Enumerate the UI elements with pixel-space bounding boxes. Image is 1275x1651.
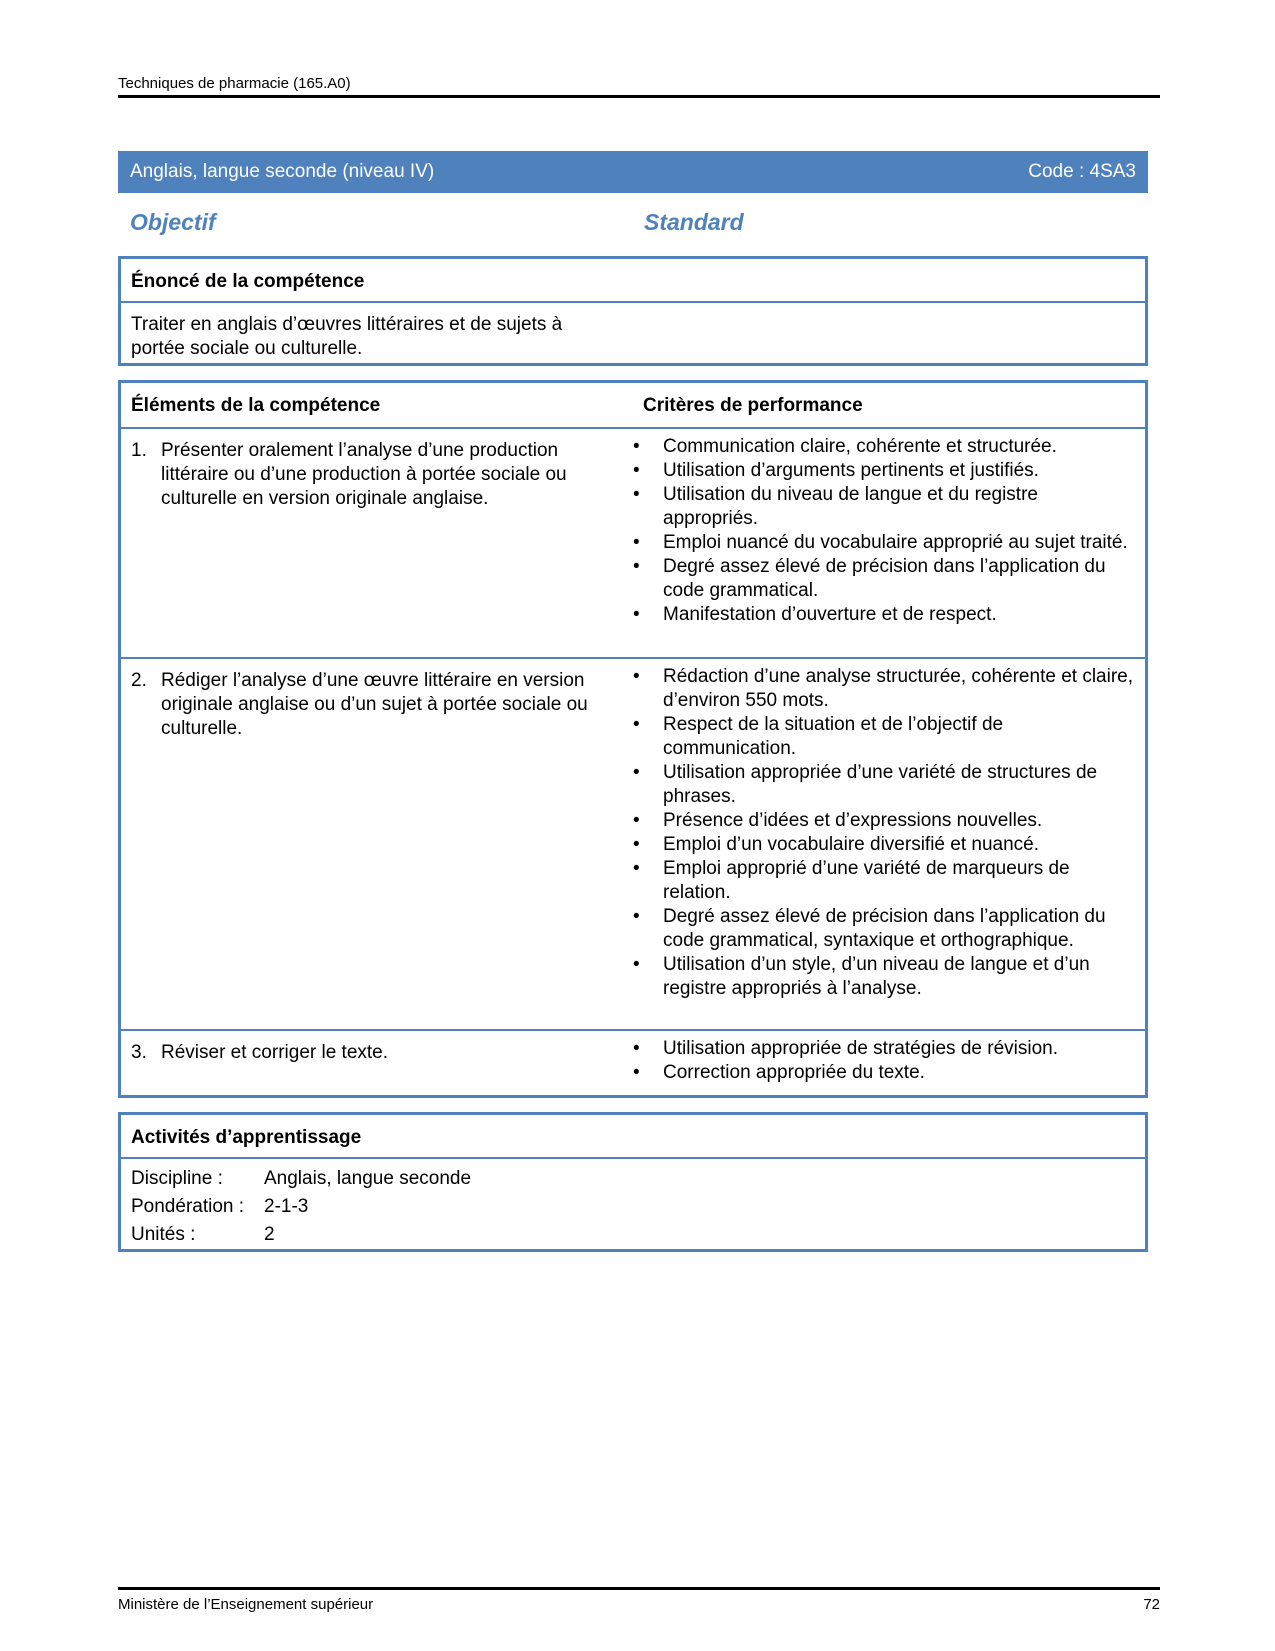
criteria-cell: [633, 1031, 1145, 1089]
unites-row: [131, 1221, 1135, 1249]
criterion-text: Emploi d’un vocabulaire diversifié et nuancé.: [663, 834, 1039, 855]
element-number: 3.: [131, 1042, 147, 1063]
unites-value: 2: [264, 1224, 275, 1245]
element-text: Rédiger l’analyse d’une œuvre littéraire en version originale anglaise ou d’un sujet à portée sociale ou culturelle.: [161, 670, 588, 739]
elements-table: [118, 380, 1148, 1098]
bullet-icon: •: [633, 604, 640, 625]
bullet-icon: •: [633, 810, 640, 831]
criterion-text: Communication claire, cohérente et structurée.: [663, 436, 1057, 457]
criterion-text: Emploi nuancé du vocabulaire approprié au sujet traité.: [663, 532, 1128, 553]
element-text: Présenter oralement l’analyse d’une production littéraire ou d’une production à portée sociale ou culturelle en version originale anglaise.: [161, 440, 567, 509]
element-number: 1.: [131, 440, 147, 461]
criterion-item: [633, 531, 1135, 555]
section-headings: [130, 209, 1130, 236]
table-row: [121, 659, 1145, 1031]
unites-label: Unités :: [131, 1224, 196, 1245]
table-row: [121, 429, 1145, 659]
criterion-item: [633, 857, 1135, 905]
criterion-text: Emploi approprié d’une variété de marqueurs de relation.: [663, 858, 1070, 903]
criterion-item: [633, 435, 1135, 459]
criterion-text: Présence d’idées et d’expressions nouvelles.: [663, 810, 1043, 831]
table-row: [121, 1031, 1145, 1089]
elements-header: Éléments de la compétence: [131, 395, 381, 416]
bullet-icon: •: [633, 484, 640, 505]
criterion-item: [633, 761, 1135, 809]
bullet-icon: •: [633, 858, 640, 879]
course-title-bar: [118, 151, 1148, 193]
criterion-text: Utilisation appropriée de stratégies de révision.: [663, 1038, 1058, 1059]
bullet-icon: •: [633, 834, 640, 855]
criterion-item: [633, 665, 1135, 713]
activites-body: [121, 1159, 1145, 1259]
bullet-icon: •: [633, 666, 640, 687]
bullet-icon: •: [633, 556, 640, 577]
criterion-text: Utilisation d’un style, d’un niveau de langue et d’un registre appropriés à l’analyse.: [663, 954, 1090, 999]
element-cell: [121, 429, 633, 657]
criterion-item: [633, 459, 1135, 483]
criterion-text: Correction appropriée du texte.: [663, 1062, 925, 1083]
page-header-program: Techniques de pharmacie (165.A0): [118, 75, 351, 92]
bullet-icon: •: [633, 460, 640, 481]
course-title: Anglais, langue seconde (niveau IV): [130, 161, 435, 182]
criteria-cell: [633, 659, 1145, 1029]
criterion-item: [633, 833, 1135, 857]
course-code: Code : 4SA3: [1028, 161, 1136, 182]
criterion-text: Utilisation du niveau de langue et du registre appropriés.: [663, 484, 1038, 529]
footer-rule: [118, 1587, 1160, 1590]
discipline-row: [131, 1165, 1135, 1193]
bullet-icon: •: [633, 1038, 640, 1059]
criterion-text: Utilisation appropriée d’une variété de structures de phrases.: [663, 762, 1098, 807]
page-footer: [118, 1596, 1160, 1613]
criterion-text: Manifestation d’ouverture et de respect.: [663, 604, 997, 625]
criterion-item: [633, 713, 1135, 761]
criterion-item: [633, 603, 1135, 627]
elements-table-header: [121, 383, 1145, 429]
standard-heading: Standard: [644, 209, 744, 235]
element-cell: [121, 659, 633, 1029]
footer-ministry: Ministère de l’Enseignement supérieur: [118, 1596, 374, 1613]
bullet-icon: •: [633, 1062, 640, 1083]
criterion-item: [633, 905, 1135, 953]
activites-box: [118, 1112, 1148, 1252]
bullet-icon: •: [633, 762, 640, 783]
bullet-icon: •: [633, 954, 640, 975]
criterion-text: Rédaction d’une analyse structurée, cohérente et claire, d’environ 550 mots.: [663, 666, 1133, 711]
criterion-text: Degré assez élevé de précision dans l’application du code grammatical.: [663, 556, 1106, 601]
ponderation-label: Pondération :: [131, 1196, 245, 1217]
criterion-item: [633, 809, 1135, 833]
discipline-value: Anglais, langue seconde: [264, 1168, 472, 1189]
discipline-label: Discipline :: [131, 1168, 223, 1189]
element-cell: [121, 1031, 633, 1089]
criterion-item: [633, 953, 1135, 1001]
bullet-icon: •: [633, 436, 640, 457]
enonce-title: Énoncé de la compétence: [121, 259, 1145, 303]
bullet-icon: •: [633, 714, 640, 735]
criterion-text: Degré assez élevé de précision dans l’application du code grammatical, syntaxique et orthographique.: [663, 906, 1106, 951]
page-number: 72: [1143, 1596, 1160, 1613]
activites-title: Activités d’apprentissage: [121, 1115, 1145, 1159]
criterion-item: [633, 483, 1135, 531]
criterion-item: [633, 1037, 1135, 1061]
element-number: 2.: [131, 670, 147, 691]
criteria-header: Critères de performance: [643, 395, 863, 416]
criterion-item: [633, 555, 1135, 603]
criteria-cell: [633, 429, 1145, 657]
criterion-item: [633, 1061, 1135, 1085]
objectif-heading: Objectif: [130, 209, 216, 235]
criterion-text: Respect de la situation et de l’objectif de communication.: [663, 714, 1004, 759]
ponderation-value: 2-1-3: [264, 1196, 309, 1217]
header-rule: [118, 95, 1160, 98]
bullet-icon: •: [633, 532, 640, 553]
ponderation-row: [131, 1193, 1135, 1221]
bullet-icon: •: [633, 906, 640, 927]
enonce-box: [118, 256, 1148, 366]
enonce-text: Traiter en anglais d’œuvres littéraires et de sujets à portée sociale ou culturelle.: [131, 314, 563, 359]
element-text: Réviser et corriger le texte.: [161, 1042, 389, 1063]
criterion-text: Utilisation d’arguments pertinents et justifiés.: [663, 460, 1039, 481]
